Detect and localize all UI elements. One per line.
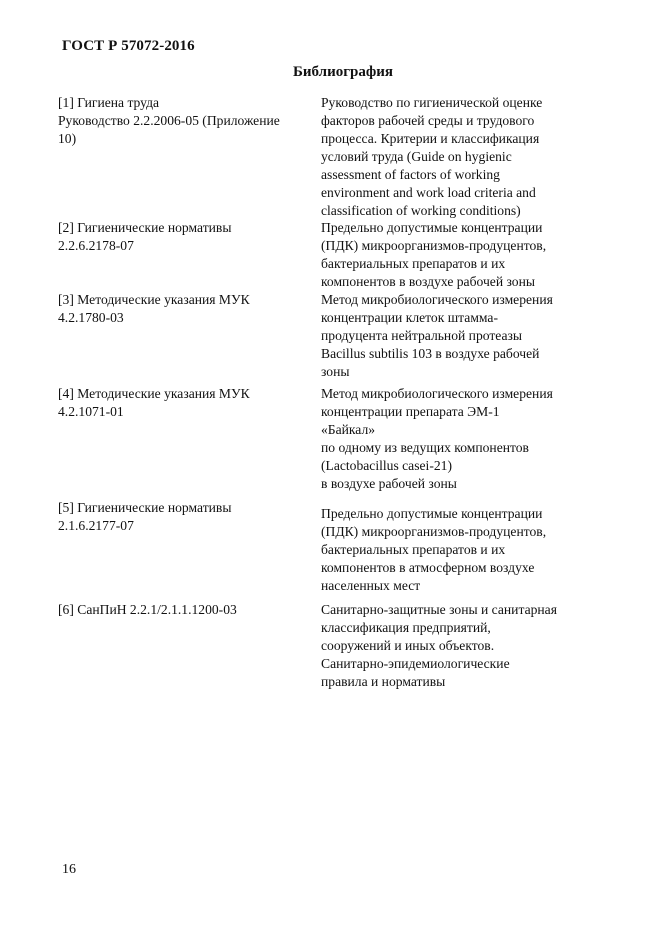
bibliography-reference: [2] Гигиенические нормативы 2.2.6.2178-07 — [58, 220, 232, 253]
bibliography-description: Руководство по гигиенической оценке факторов рабочей среды и трудового процесса. Критерии и классификация условий труда (Guide on hygienic assessment of factors of working environment and work load criteria and classification of working conditions) — [321, 95, 543, 218]
bibliography-description: Предельно допустимые концентрации (ПДК) микроорганизмов-продуцентов, бактериальных препаратов и их компонентов в воздухе рабочей зоны — [321, 220, 547, 289]
bibliography-description: Метод микробиологического измерения концентрации клеток штамма- продуцента нейтральной протеазы Bacillus subtilis 103 в воздухе рабочей зоны — [321, 292, 553, 379]
page-number: 16 — [62, 862, 76, 877]
bibliography-reference: [6] СанПиН 2.2.1/2.1.1.1200-03 — [58, 602, 237, 617]
bibliography-description: Предельно допустимые концентрации (ПДК) микроорганизмов-продуцентов, бактериальных препаратов и их компонентов в атмосферном воздухе населенных мест — [321, 506, 547, 593]
bibliography-description: Метод микробиологического измерения концентрации препарата ЭМ-1 «Байкал» по одному из ведущих компонентов (Lactobacillus casei-21) в воздухе рабочей зоны — [321, 386, 553, 491]
bibliography-description: Санитарно-защитные зоны и санитарная классификация предприятий, сооружений и иных объектов. Санитарно-эпидемиологические правила и нормативы — [321, 602, 557, 689]
bibliography-reference: [5] Гигиенические нормативы 2.1.6.2177-07 — [58, 500, 232, 533]
bibliography-reference: [4] Методические указания МУК 4.2.1071-01 — [58, 386, 250, 419]
bibliography-reference: [3] Методические указания МУК 4.2.1780-03 — [58, 292, 250, 325]
bibliography-reference: [1] Гигиена труда Руководство 2.2.2006-05 (Приложение 10) — [58, 95, 280, 146]
section-title: Библиография — [292, 64, 394, 80]
document-standard-code: ГОСТ Р 57072-2016 — [62, 38, 195, 54]
